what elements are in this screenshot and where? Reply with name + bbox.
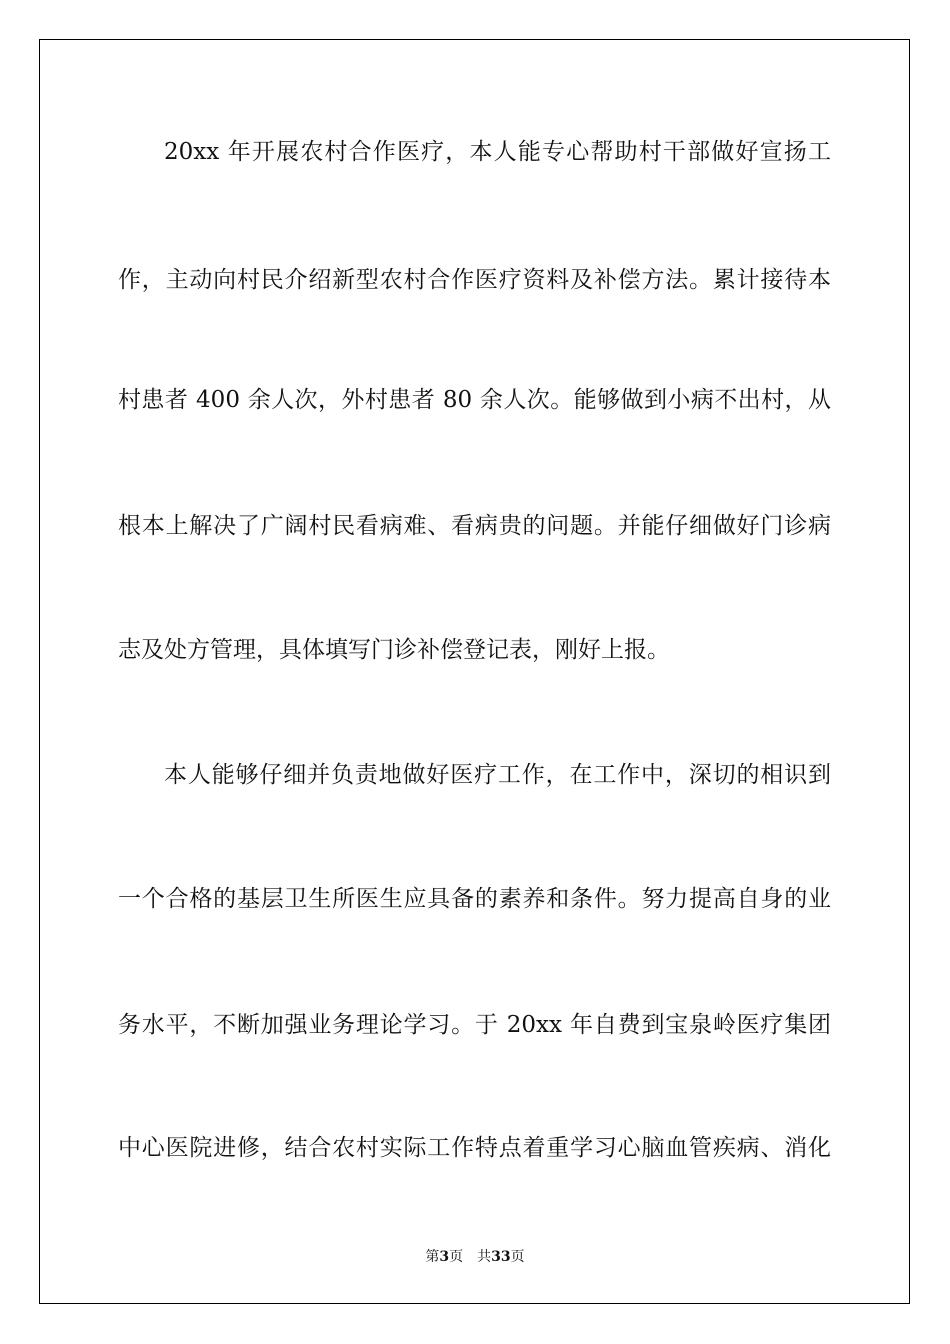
paragraph-1-line-4: 根本上解决了广阔村民看病难、看病贵的问题。并能仔细做好门诊病	[118, 513, 831, 539]
paragraph-2-line-4: 中心医院进修，结合农村实际工作特点着重学习心脑血管疾病、消化	[118, 1135, 831, 1161]
total-suffix: 页	[510, 1249, 525, 1265]
page-footer	[0, 1248, 950, 1266]
page-border	[39, 39, 910, 1304]
total-pages: 33	[491, 1249, 511, 1265]
paragraph-2-line-1: 本人能够仔细并负责地做好医疗工作，在工作中，深切的相识到	[164, 762, 831, 788]
page-number: 3	[439, 1249, 450, 1265]
paragraph-2-line-3: 务水平，不断加强业务理论学习。于 20xx 年自费到宝泉岭医疗集团	[118, 1012, 831, 1038]
total-prefix: 共	[477, 1249, 492, 1265]
paragraph-1-line-5: 志及处方管理，具体填写门诊补偿登记表，刚好上报。	[118, 637, 670, 663]
page-prefix: 第	[425, 1249, 440, 1265]
page-suffix: 页	[449, 1249, 464, 1265]
paragraph-2-line-2: 一个合格的基层卫生所医生应具备的素养和条件。努力提高自身的业	[118, 886, 831, 912]
paragraph-1-line-1: 20xx 年开展农村合作医疗，本人能专心帮助村干部做好宣扬工	[164, 139, 831, 165]
paragraph-1-line-3: 村患者 400 余人次，外村患者 80 余人次。能够做到小病不出村，从	[118, 387, 831, 413]
paragraph-1-line-2: 作，主动向村民介绍新型农村合作医疗资料及补偿方法。累计接待本	[118, 267, 831, 293]
